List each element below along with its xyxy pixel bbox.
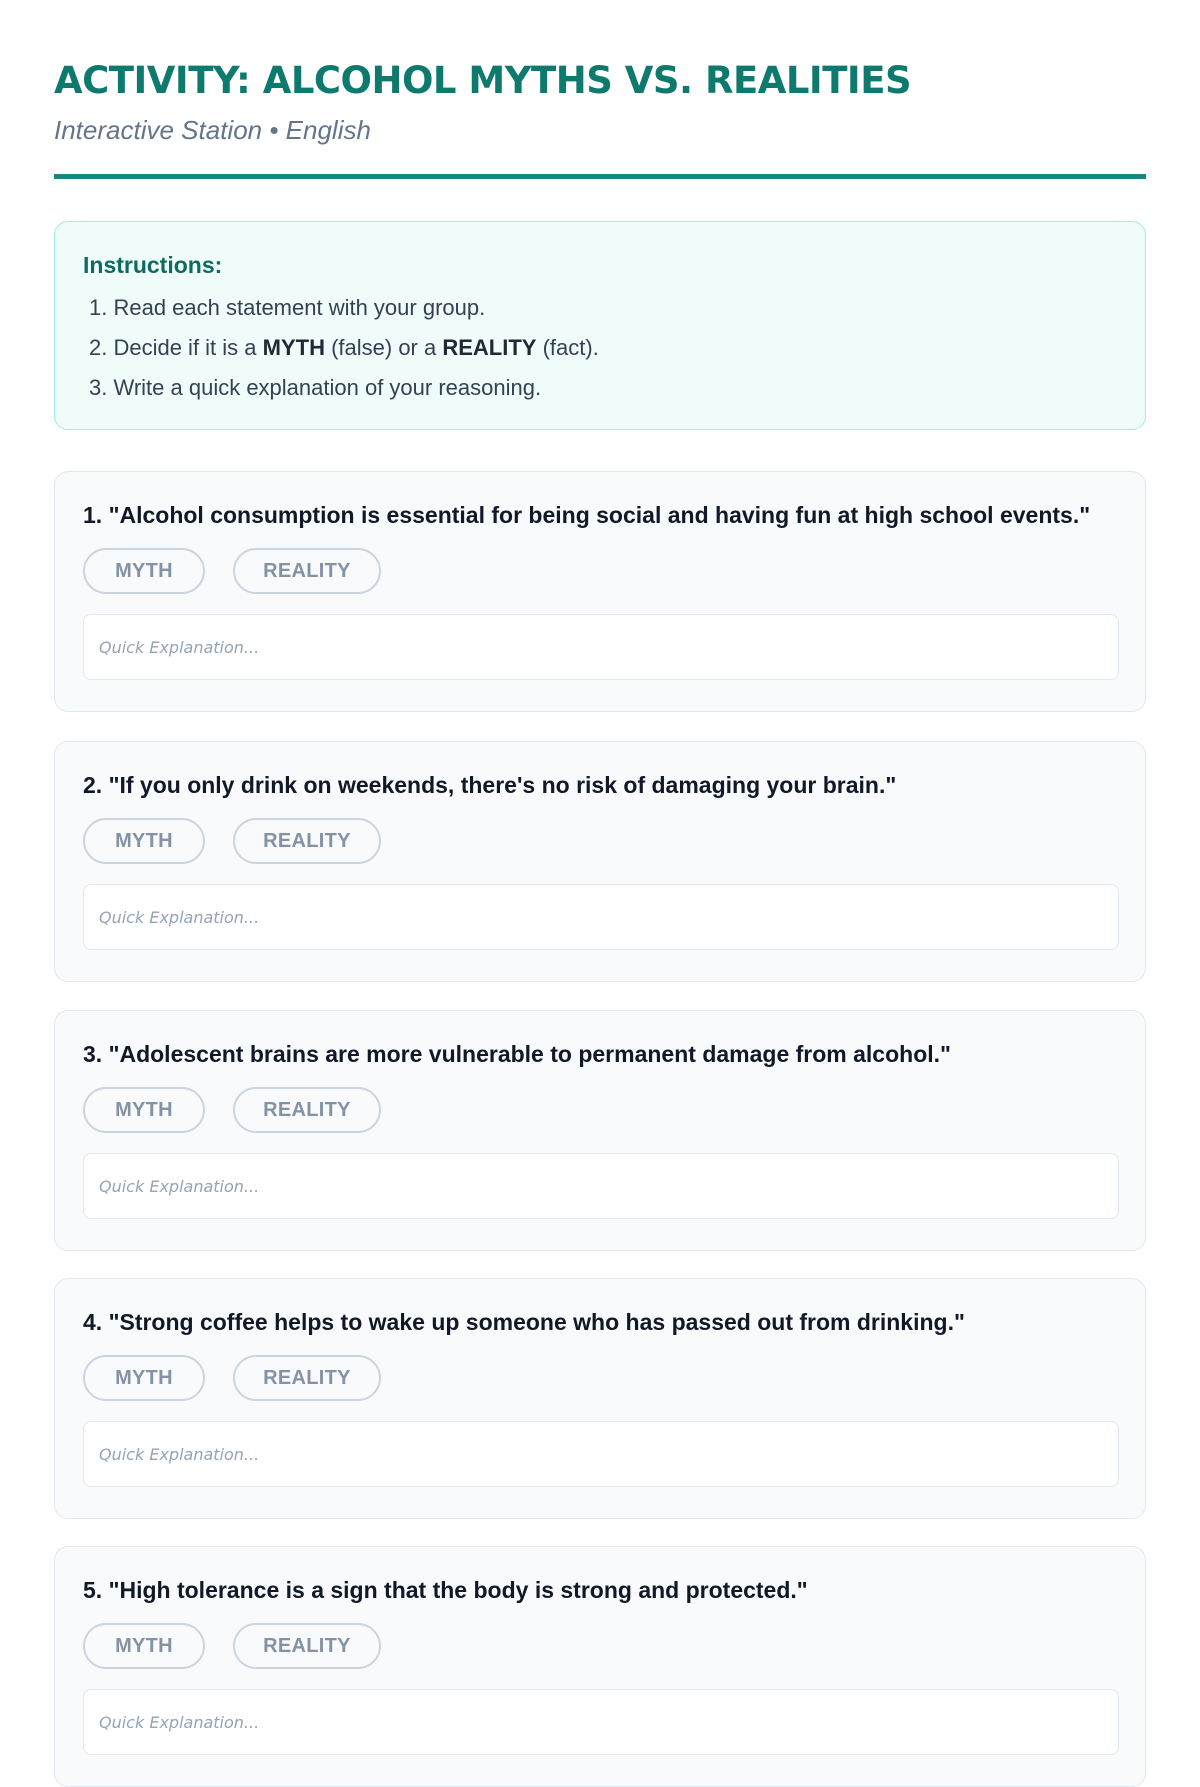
- instruction-step-text: (fact).: [536, 335, 599, 360]
- explanation-input[interactable]: [83, 614, 1119, 680]
- instruction-step-text: 2. Decide if it is a: [89, 335, 263, 360]
- question-text: 1. "Alcohol consumption is essential for being social and having fun at high school events.": [83, 502, 1091, 528]
- reality-button[interactable]: REALITY: [233, 548, 381, 594]
- page-subtitle: Interactive Station • English: [54, 115, 371, 145]
- explanation-input[interactable]: [83, 1689, 1119, 1755]
- question-card-5: [54, 1546, 1146, 1787]
- instruction-step-2: [83, 328, 1117, 368]
- instructions-list: [83, 288, 1117, 408]
- explanation-input[interactable]: [83, 1153, 1119, 1219]
- instruction-step-text: (false) or a: [324, 335, 443, 360]
- myth-button[interactable]: MYTH: [83, 548, 205, 594]
- question-text: 4. "Strong coffee helps to wake up someone who has passed out from drinking.": [83, 1309, 965, 1335]
- question-card-1: [54, 471, 1146, 712]
- instruction-myth-term: MYTH: [262, 335, 325, 360]
- myth-button[interactable]: MYTH: [83, 818, 205, 864]
- instructions-heading: Instructions:: [83, 252, 223, 278]
- choice-row: [83, 1087, 1117, 1133]
- myth-button[interactable]: MYTH: [83, 1355, 205, 1401]
- question-card-3: [54, 1010, 1146, 1251]
- reality-button[interactable]: REALITY: [233, 1087, 381, 1133]
- title-divider: [54, 174, 1146, 179]
- choice-row: [83, 818, 1117, 864]
- explanation-input[interactable]: [83, 884, 1119, 950]
- explanation-input[interactable]: [83, 1421, 1119, 1487]
- reality-button[interactable]: REALITY: [233, 818, 381, 864]
- instruction-step-text: 3. Write a quick explanation of your reasoning.: [89, 375, 542, 400]
- myth-button[interactable]: MYTH: [83, 1623, 205, 1669]
- choice-row: [83, 548, 1117, 594]
- myth-button[interactable]: MYTH: [83, 1087, 205, 1133]
- choice-row: [83, 1623, 1117, 1669]
- instruction-reality-term: REALITY: [442, 335, 537, 360]
- page-title: ACTIVITY: ALCOHOL MYTHS VS. REALITIES: [54, 59, 912, 102]
- question-text: 2. "If you only drink on weekends, there's no risk of damaging your brain.": [83, 772, 897, 798]
- instruction-step-1: [83, 288, 1117, 328]
- instruction-step-text: 1. Read each statement with your group.: [89, 295, 486, 320]
- instructions-box: [54, 221, 1146, 430]
- reality-button[interactable]: REALITY: [233, 1623, 381, 1669]
- question-card-4: [54, 1278, 1146, 1519]
- reality-button[interactable]: REALITY: [233, 1355, 381, 1401]
- choice-row: [83, 1355, 1117, 1401]
- question-text: 5. "High tolerance is a sign that the body is strong and protected.": [83, 1577, 808, 1603]
- instruction-step-3: [83, 368, 1117, 408]
- question-text: 3. "Adolescent brains are more vulnerable to permanent damage from alcohol.": [83, 1041, 951, 1067]
- question-card-2: [54, 741, 1146, 982]
